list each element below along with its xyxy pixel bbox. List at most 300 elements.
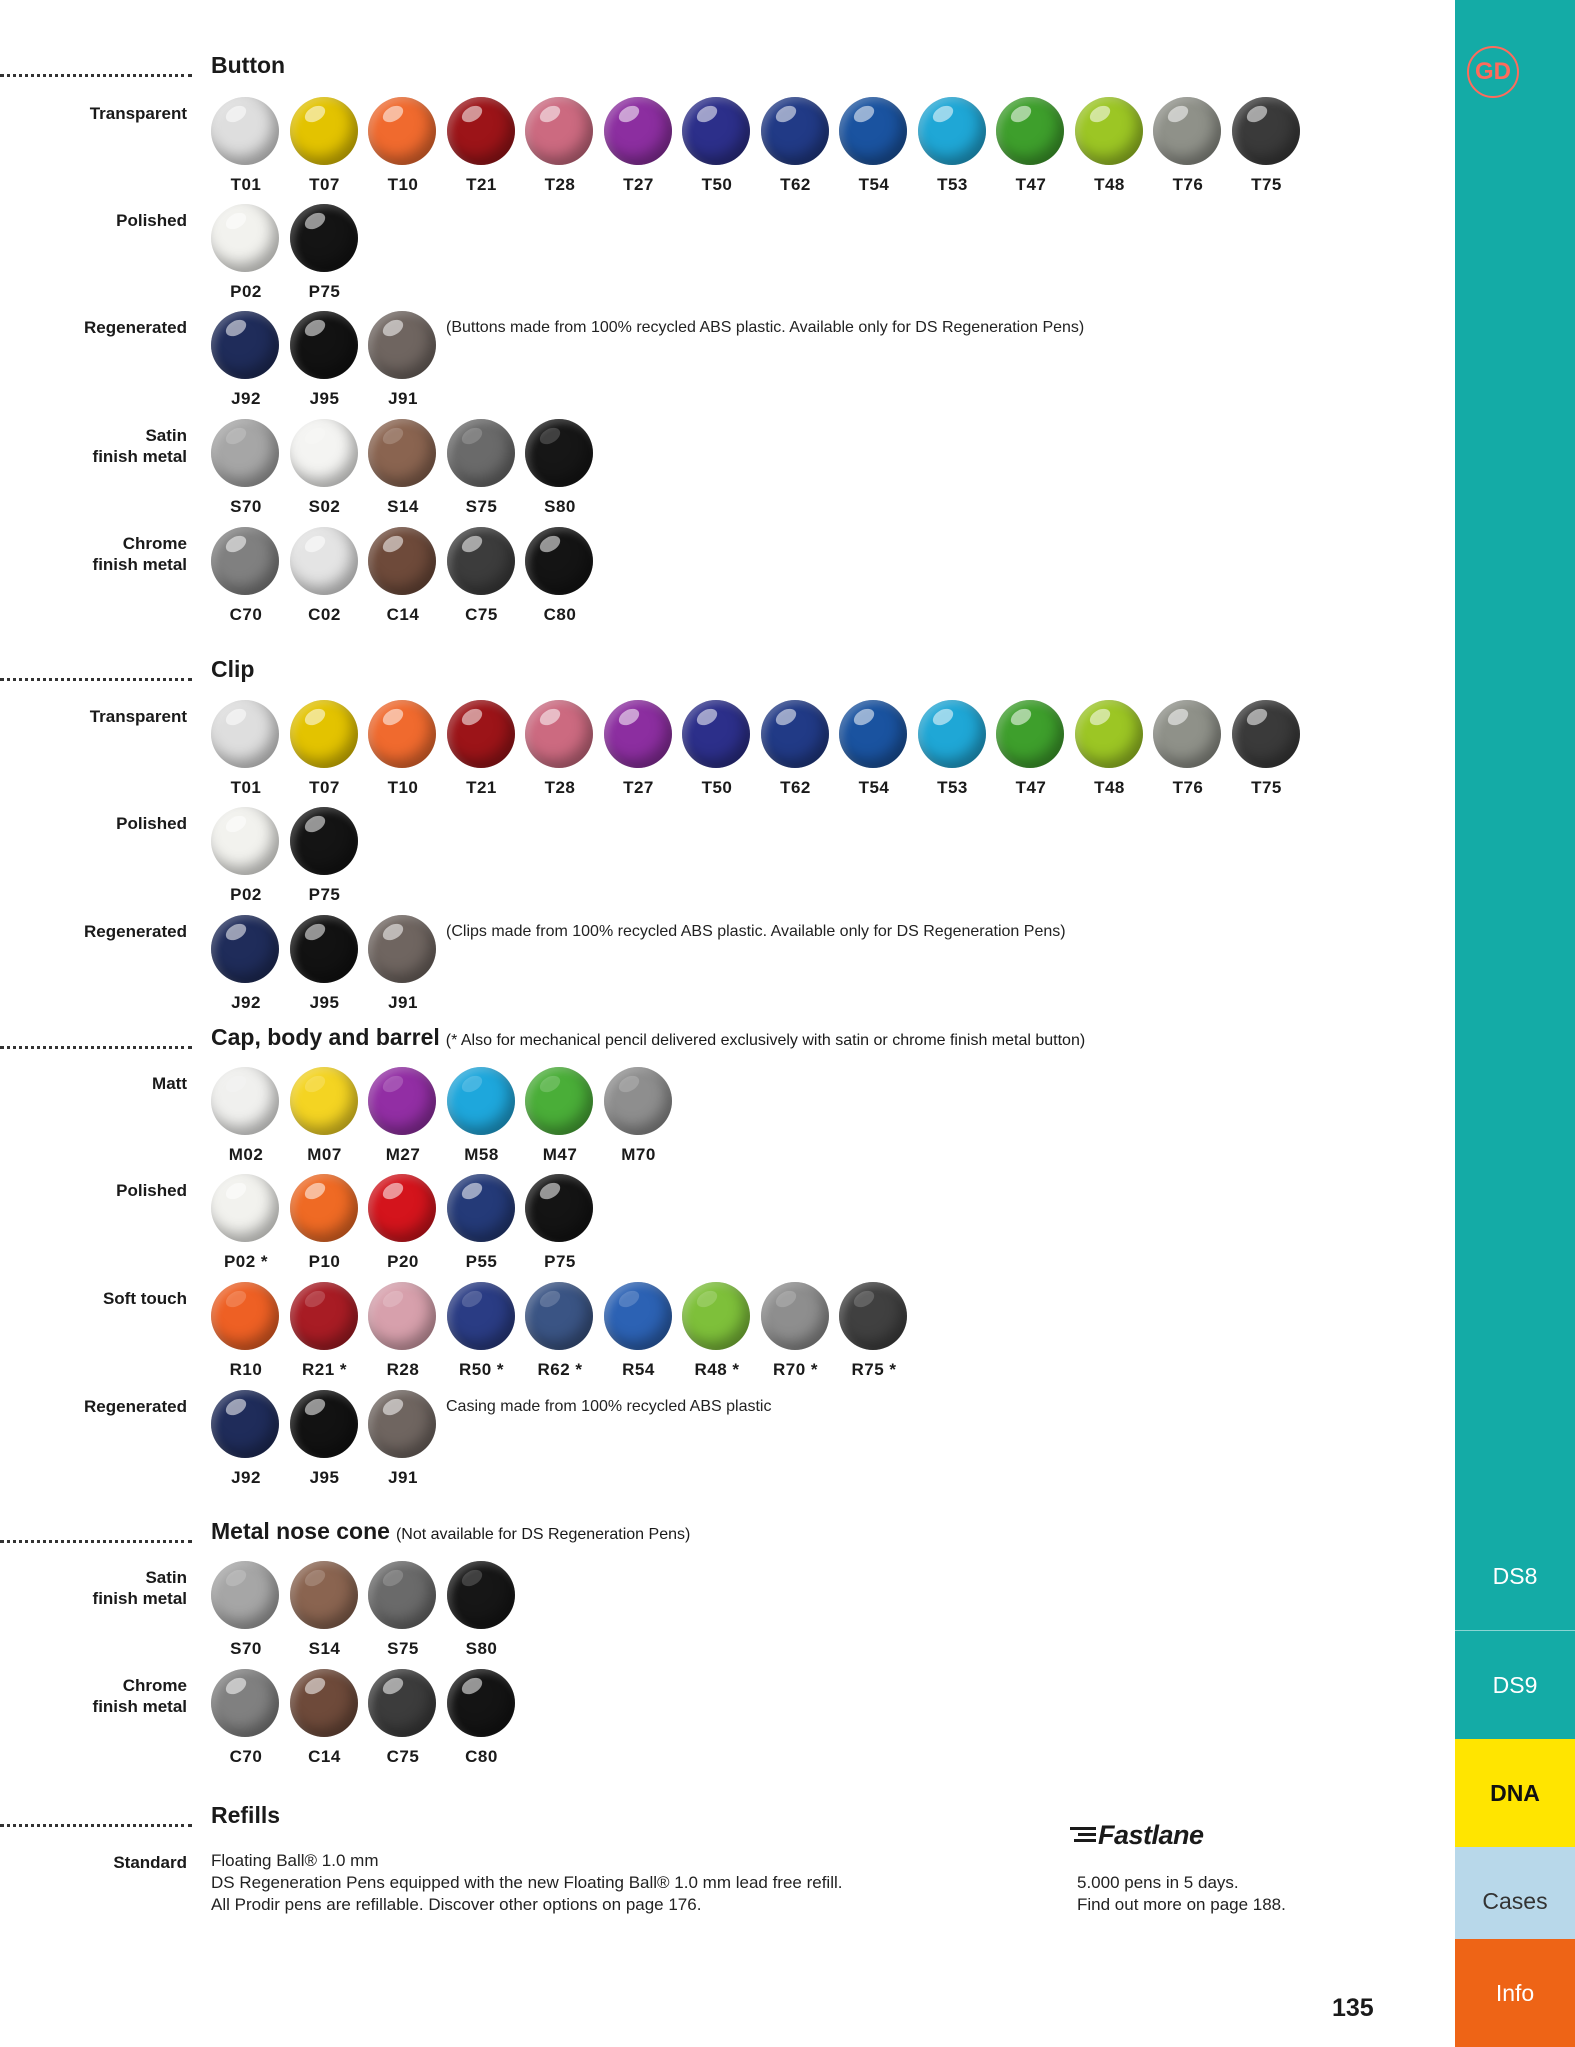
finish-label: Polished (116, 814, 187, 833)
color-code: R70 * (772, 1360, 819, 1379)
color-swatch[interactable] (996, 97, 1066, 195)
color-swatch[interactable] (447, 97, 517, 195)
color-ball-icon (682, 97, 750, 165)
finish-label: Transparent (89, 707, 187, 726)
color-ball-icon (211, 915, 279, 983)
color-swatch[interactable] (525, 1282, 595, 1380)
refill-line: All Prodir pens are refillable. Discover other options on page 176. (211, 1895, 702, 1914)
color-swatch[interactable] (211, 915, 281, 1013)
color-swatch[interactable] (918, 700, 988, 798)
fastlane-description (1077, 1872, 1286, 1916)
color-swatch[interactable] (211, 1067, 281, 1165)
finish-row (0, 807, 1440, 912)
finish-note: (Clips made from 100% recycled ABS plastic. Available only for DS Regeneration Pens) (446, 923, 1066, 940)
color-ball-icon (290, 1282, 358, 1350)
color-swatch[interactable] (211, 1174, 281, 1272)
color-swatch[interactable] (447, 1067, 517, 1165)
finish-row (0, 527, 1440, 632)
color-ball-icon (368, 1561, 436, 1629)
color-swatch[interactable] (211, 527, 281, 625)
color-swatch[interactable] (682, 97, 752, 195)
color-ball-icon (447, 1282, 515, 1350)
color-swatch[interactable] (368, 311, 438, 409)
fastlane-logo (1068, 1820, 1204, 1851)
color-swatch[interactable] (290, 1669, 360, 1767)
finish-label: Regenerated (84, 318, 187, 337)
color-swatch[interactable] (447, 419, 517, 517)
color-code: P55 (465, 1252, 498, 1271)
color-ball-icon (211, 527, 279, 595)
color-swatch[interactable] (1075, 97, 1145, 195)
color-swatch[interactable] (211, 419, 281, 517)
color-swatch[interactable] (290, 700, 360, 798)
color-ball-icon (761, 1282, 829, 1350)
color-code: T50 (701, 175, 733, 194)
color-swatch[interactable] (211, 311, 281, 409)
section-title (211, 1024, 1085, 1051)
color-ball-icon (447, 1561, 515, 1629)
color-code: T28 (544, 175, 576, 194)
color-swatch[interactable] (525, 97, 595, 195)
finish-note: (Buttons made from 100% recycled ABS plastic. Available only for DS Regeneration Pens) (446, 319, 1085, 336)
color-code: R21 * (301, 1360, 348, 1379)
color-ball-icon (211, 1669, 279, 1737)
color-swatch[interactable] (525, 419, 595, 517)
color-swatch[interactable] (290, 1561, 360, 1659)
dotted-leader (0, 1824, 192, 1827)
color-code: M02 (228, 1145, 264, 1164)
page-number: 135 (1332, 1994, 1374, 2022)
color-ball-icon (368, 311, 436, 379)
color-ball-icon (368, 527, 436, 595)
color-swatch[interactable] (682, 1282, 752, 1380)
color-ball-icon (368, 1174, 436, 1242)
color-code: T53 (937, 175, 968, 194)
section-title (211, 656, 254, 683)
color-code: T10 (387, 778, 419, 797)
color-ball-icon (996, 700, 1064, 768)
color-code: T75 (1251, 175, 1282, 194)
color-ball-icon (1153, 97, 1221, 165)
finish-label: Standard (113, 1853, 187, 1872)
color-code: M70 (621, 1145, 656, 1164)
color-ball-icon (604, 1282, 672, 1350)
color-code: J92 (231, 389, 261, 408)
color-code: T54 (858, 778, 890, 797)
color-swatch[interactable] (368, 700, 438, 798)
color-ball-icon (211, 419, 279, 487)
color-code: T27 (623, 175, 654, 194)
color-code: S02 (308, 497, 341, 516)
color-code: J92 (231, 1468, 261, 1487)
color-ball-icon (525, 700, 593, 768)
finish-row (0, 1282, 1440, 1387)
color-swatch[interactable] (1232, 700, 1302, 798)
color-code: P02 * (223, 1252, 269, 1271)
color-ball-icon (290, 1390, 358, 1458)
color-code: M07 (307, 1145, 342, 1164)
finish-label: Matt (152, 1074, 187, 1093)
color-code: T75 (1251, 778, 1282, 797)
color-code: T76 (1172, 175, 1204, 194)
color-code: R48 * (694, 1360, 740, 1379)
color-ball-icon (368, 419, 436, 487)
color-swatch[interactable] (368, 97, 438, 195)
refill-line: DS Regeneration Pens equipped with the new Floating Ball® 1.0 mm lead free refill. (211, 1873, 843, 1892)
color-ball-icon (604, 700, 672, 768)
color-swatch[interactable] (1075, 700, 1145, 798)
color-code: J92 (231, 993, 261, 1012)
color-code: P10 (308, 1252, 341, 1271)
finish-row (0, 97, 1440, 202)
color-code: T07 (309, 778, 340, 797)
color-ball-icon (1153, 700, 1221, 768)
color-code: S70 (230, 497, 262, 516)
color-ball-icon (290, 204, 358, 272)
fastlane-stripes-icon (1068, 1825, 1096, 1845)
color-ball-icon (290, 1561, 358, 1629)
tab-cases[interactable]: Cases (1455, 1847, 1575, 1955)
finish-label: Regenerated (84, 922, 187, 941)
color-code: R75 * (851, 1360, 897, 1379)
dotted-leader (0, 74, 192, 77)
color-code: S70 (230, 1639, 262, 1658)
color-code: T76 (1172, 778, 1204, 797)
color-ball-icon (290, 419, 358, 487)
finish-row (0, 204, 1440, 309)
color-swatch[interactable] (682, 700, 752, 798)
color-code: C80 (465, 1747, 498, 1766)
color-code: S80 (465, 1639, 498, 1658)
color-ball-icon (525, 1174, 593, 1242)
color-ball-icon (368, 915, 436, 983)
color-ball-icon (604, 97, 672, 165)
color-swatch[interactable] (525, 700, 595, 798)
color-swatch[interactable] (211, 1669, 281, 1767)
color-code: C75 (465, 605, 498, 624)
color-code: T10 (387, 175, 419, 194)
color-ball-icon (211, 204, 279, 272)
color-ball-icon (211, 1067, 279, 1135)
finish-row (0, 700, 1440, 805)
color-ball-icon (368, 1390, 436, 1458)
section-title-text: Refills (211, 1802, 281, 1828)
color-ball-icon (368, 1669, 436, 1737)
color-code: M58 (464, 1145, 499, 1164)
color-swatch[interactable] (604, 1067, 674, 1165)
tab-ds8[interactable]: DS8 (1455, 1523, 1575, 1631)
color-code: T21 (466, 778, 497, 797)
color-swatch[interactable] (368, 419, 438, 517)
color-code: P20 (387, 1252, 419, 1271)
color-ball-icon (211, 1390, 279, 1458)
finish-label: Transparent (89, 104, 187, 123)
color-ball-icon (839, 97, 907, 165)
section-title-text: Button (211, 52, 286, 78)
color-ball-icon (525, 419, 593, 487)
color-swatch[interactable] (604, 97, 674, 195)
color-ball-icon (368, 1067, 436, 1135)
fastlane-logo-text: Fastlane (1098, 1820, 1204, 1850)
color-code: R50 * (458, 1360, 505, 1379)
color-code: C02 (308, 605, 341, 624)
color-ball-icon (290, 1067, 358, 1135)
color-swatch[interactable] (839, 700, 909, 798)
color-swatch[interactable] (604, 1282, 674, 1380)
color-ball-icon (839, 700, 907, 768)
finish-label: Soft touch (102, 1289, 187, 1308)
color-ball-icon (290, 915, 358, 983)
color-ball-icon (525, 1067, 593, 1135)
color-swatch[interactable] (211, 1561, 281, 1659)
color-swatch[interactable] (368, 1561, 438, 1659)
finish-row (0, 1067, 1440, 1172)
color-swatch[interactable] (525, 1174, 595, 1272)
brand-logo-icon[interactable]: GD (1467, 46, 1519, 98)
finish-row (0, 915, 1440, 1020)
color-swatch[interactable] (211, 1282, 281, 1380)
color-swatch[interactable] (290, 311, 360, 409)
color-code: C75 (386, 1747, 420, 1766)
color-swatch[interactable] (839, 97, 909, 195)
color-swatch[interactable] (525, 527, 595, 625)
color-ball-icon (525, 97, 593, 165)
color-swatch[interactable] (604, 700, 674, 798)
color-code: T53 (937, 778, 968, 797)
finish-row (0, 1390, 1440, 1495)
color-ball-icon (211, 97, 279, 165)
color-ball-icon (1075, 97, 1143, 165)
color-code: C80 (543, 605, 577, 624)
finish-label: Polished (116, 211, 187, 230)
color-swatch[interactable] (368, 1390, 438, 1488)
color-ball-icon (290, 1669, 358, 1737)
color-swatch[interactable] (1153, 97, 1223, 195)
color-code: J95 (309, 389, 340, 408)
color-swatch[interactable] (447, 700, 517, 798)
tab-info[interactable]: Info (1455, 1939, 1575, 2047)
section-title (211, 52, 285, 79)
color-ball-icon (682, 700, 750, 768)
color-ball-icon (211, 1561, 279, 1629)
color-swatch[interactable] (761, 97, 831, 195)
color-code: T48 (1094, 175, 1125, 194)
section-note: (Not available for DS Regeneration Pens) (395, 1526, 691, 1543)
color-code: C14 (308, 1747, 341, 1766)
fastlane-line: 5.000 pens in 5 days. (1077, 1873, 1239, 1892)
color-ball-icon (604, 1067, 672, 1135)
color-swatch[interactable] (525, 1067, 595, 1165)
tab-ds9[interactable]: DS9 (1492, 1671, 1538, 1698)
color-code: P02 (230, 885, 262, 904)
color-swatch[interactable] (290, 915, 360, 1013)
color-code: T47 (1015, 175, 1047, 194)
finish-label: Polished (116, 1181, 187, 1200)
color-ball-icon (918, 700, 986, 768)
color-ball-icon (1075, 700, 1143, 768)
color-ball-icon (447, 419, 515, 487)
color-code: J91 (388, 389, 418, 408)
color-ball-icon (682, 1282, 750, 1350)
color-code: T21 (466, 175, 497, 194)
color-ball-icon (290, 311, 358, 379)
color-code: R10 (229, 1360, 263, 1379)
color-code: M47 (542, 1145, 578, 1164)
color-ball-icon (211, 807, 279, 875)
color-swatch[interactable] (761, 1282, 831, 1380)
color-code: S14 (387, 497, 419, 516)
color-ball-icon (368, 1282, 436, 1350)
color-ball-icon (447, 97, 515, 165)
refill-description (211, 1850, 842, 1916)
color-ball-icon (761, 700, 829, 768)
color-swatch[interactable] (447, 527, 517, 625)
color-code: S14 (308, 1639, 341, 1658)
color-code: T50 (701, 778, 733, 797)
color-ball-icon (290, 807, 358, 875)
color-code: J95 (309, 993, 340, 1012)
color-swatch[interactable] (447, 1282, 517, 1380)
color-swatch[interactable] (211, 700, 281, 798)
color-code: S75 (387, 1639, 419, 1658)
color-swatch[interactable] (290, 204, 360, 302)
section-title-text: Cap, body and barrel (211, 1024, 440, 1050)
section-title-text: Metal nose cone (211, 1518, 390, 1544)
color-ball-icon (447, 1067, 515, 1135)
color-ball-icon (918, 97, 986, 165)
color-ball-icon (996, 97, 1064, 165)
section-title (211, 1802, 280, 1829)
color-swatch[interactable] (1232, 97, 1302, 195)
color-swatch[interactable] (211, 1390, 281, 1488)
color-ball-icon (368, 97, 436, 165)
color-ball-icon (290, 97, 358, 165)
color-swatch[interactable] (290, 1282, 360, 1380)
finish-row (0, 419, 1440, 524)
color-ball-icon (211, 1174, 279, 1242)
color-code: T47 (1015, 778, 1047, 797)
color-ball-icon (211, 700, 279, 768)
finish-row (0, 1669, 1440, 1774)
finish-label: Satin finish metal (92, 426, 187, 466)
color-code: T07 (309, 175, 340, 194)
color-code: S80 (544, 497, 576, 516)
color-code: C14 (386, 605, 420, 624)
dotted-leader (0, 1540, 192, 1543)
color-ball-icon (525, 527, 593, 595)
color-code: T01 (230, 175, 262, 194)
color-code: P75 (308, 885, 341, 904)
color-ball-icon (290, 700, 358, 768)
color-code: P02 (230, 282, 262, 301)
color-ball-icon (447, 1174, 515, 1242)
color-ball-icon (211, 1282, 279, 1350)
color-swatch[interactable] (290, 419, 360, 517)
color-swatch[interactable] (211, 807, 281, 905)
color-ball-icon (447, 1669, 515, 1737)
finish-label: Satin finish metal (92, 1568, 187, 1608)
color-swatch[interactable] (290, 1174, 360, 1272)
color-swatch[interactable] (211, 204, 281, 302)
color-code: T01 (230, 778, 262, 797)
color-code: C70 (229, 605, 263, 624)
color-code: T27 (623, 778, 654, 797)
finish-row (0, 311, 1440, 416)
color-code: S75 (465, 497, 498, 516)
tab-dna[interactable]: DNA (1455, 1739, 1575, 1847)
color-swatch[interactable] (447, 1669, 517, 1767)
color-code: J91 (388, 993, 418, 1012)
color-code: R54 (622, 1360, 655, 1379)
color-swatch[interactable] (368, 1174, 438, 1272)
color-code: T62 (780, 778, 811, 797)
section-title-text: Clip (211, 656, 255, 682)
color-code: C70 (229, 1747, 263, 1766)
color-swatch[interactable] (447, 1174, 517, 1272)
refill-line: Floating Ball® 1.0 mm (211, 1851, 379, 1870)
finish-row (0, 1174, 1440, 1279)
color-swatch[interactable] (290, 527, 360, 625)
color-swatch[interactable] (839, 1282, 909, 1380)
finish-row (0, 1561, 1440, 1666)
color-swatch[interactable] (290, 97, 360, 195)
section-title (211, 1518, 690, 1545)
color-code: T48 (1094, 778, 1125, 797)
finish-note: Casing made from 100% recycled ABS plastic (446, 1398, 772, 1415)
color-ball-icon (368, 700, 436, 768)
color-ball-icon (1232, 97, 1300, 165)
color-ball-icon (290, 1174, 358, 1242)
color-swatch[interactable] (368, 915, 438, 1013)
color-code: P75 (544, 1252, 576, 1271)
color-swatch[interactable] (368, 527, 438, 625)
finish-label: Chrome finish metal (92, 1676, 187, 1716)
color-ball-icon (447, 527, 515, 595)
color-code: J91 (388, 1468, 418, 1487)
dotted-leader (0, 678, 192, 681)
color-swatch[interactable] (368, 1067, 438, 1165)
color-ball-icon (447, 700, 515, 768)
color-swatch[interactable] (290, 1067, 360, 1165)
color-code: J95 (309, 1468, 340, 1487)
finish-label: Regenerated (84, 1397, 187, 1416)
color-code: T54 (858, 175, 890, 194)
color-code: P75 (308, 282, 341, 301)
color-code: T28 (544, 778, 576, 797)
color-swatch[interactable] (290, 1390, 360, 1488)
color-swatch[interactable] (761, 700, 831, 798)
color-swatch[interactable] (996, 700, 1066, 798)
section-note: (* Also for mechanical pencil delivered exclusively with satin or chrome finish metal button) (445, 1032, 1086, 1049)
color-swatch[interactable] (290, 807, 360, 905)
color-ball-icon (211, 311, 279, 379)
color-swatch[interactable] (447, 1561, 517, 1659)
dotted-leader (0, 1046, 192, 1049)
color-code: R28 (386, 1360, 420, 1379)
color-swatch[interactable] (368, 1669, 438, 1767)
color-swatch[interactable] (1153, 700, 1223, 798)
fastlane-line: Find out more on page 188. (1077, 1895, 1286, 1914)
color-ball-icon (525, 1282, 593, 1350)
color-swatch[interactable] (211, 97, 281, 195)
finish-label: Chrome finish metal (92, 534, 187, 574)
color-ball-icon (761, 97, 829, 165)
color-ball-icon (290, 527, 358, 595)
color-swatch[interactable] (918, 97, 988, 195)
color-swatch[interactable] (368, 1282, 438, 1380)
color-code: R62 * (537, 1360, 583, 1379)
color-code: T62 (780, 175, 811, 194)
